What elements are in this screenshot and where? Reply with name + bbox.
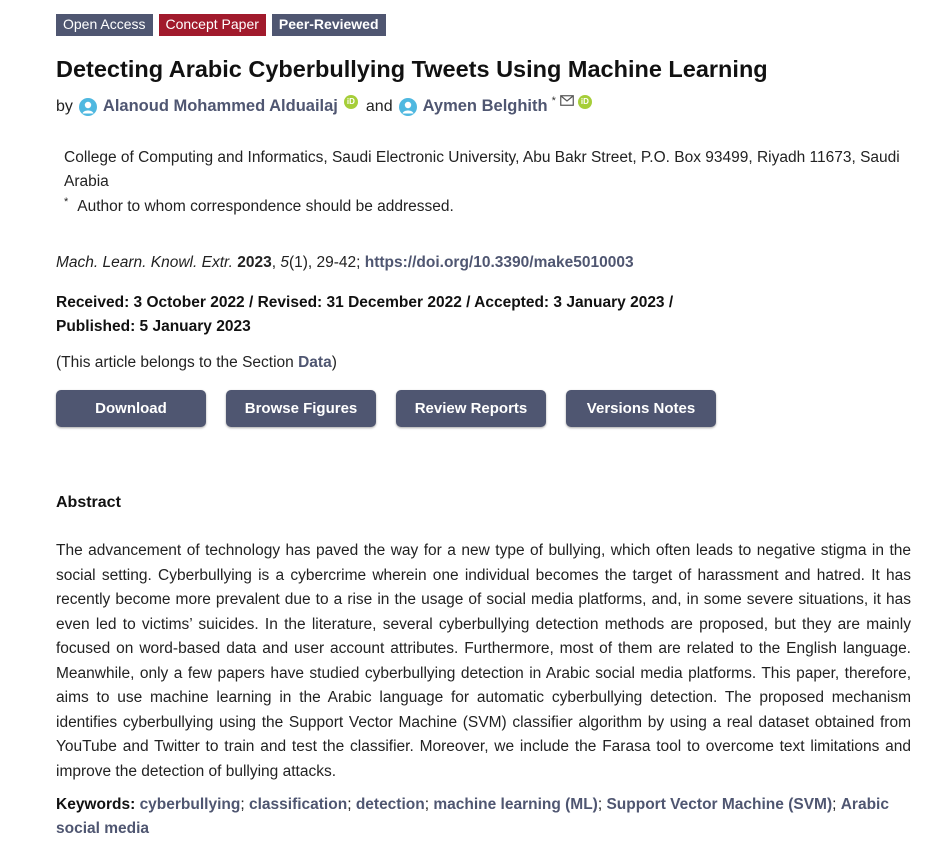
section-suffix: ) (331, 354, 337, 371)
abstract-heading: Abstract (56, 494, 121, 511)
citation-year: 2023 (237, 254, 272, 271)
badge-row (56, 14, 386, 36)
mail-icon[interactable] (560, 93, 574, 111)
citation-line: Mach. Learn. Knowl. Extr. 2023, 5(1), 29-42; https://doi.org/10.3390/make5010003 (56, 254, 634, 271)
browse-figures-button[interactable]: Browse Figures (226, 390, 376, 427)
section-note (56, 354, 337, 372)
journal-abbrev: Mach. Learn. Knowl. Extr. (56, 254, 233, 271)
abstract-text: The advancement of technology has paved the way for a new type of bullying, which often leads to negative stigma in the social setting. Cyberbullying is a cybercrime wherein one individual becomes the target of harassment and hatred. It has recently become more prevalent due to a rise in the usage of social media platforms, and, in some severe situations, it has even led to victims’ suicides. In the literature, several cyberbullying detection methods are proposed, but they are mainly focused on word-based data and user account attributes. Furthermore, most of them are related to the English language. Meanwhile, only a few papers have studied cyberbullying detection in Arabic social media platforms. This paper, therefore, aims to use machine learning in the Arabic language for automatic cyberbullying detection. The proposed mechanism identifies cyberbullying using the Support Vector Machine (SVM) classifier algorithm by using a real dataset obtained from YouTube and Twitter to train and test the classifier. Moreover, we include the Farasa tool to overcome text limitations and improve the detection of bullying attacks. (56, 542, 911, 780)
correspondence-text: Author to whom correspondence should be addressed. (77, 198, 454, 215)
keyword-link[interactable]: classification (248, 796, 348, 813)
and-label: and (365, 97, 393, 115)
orcid-icon[interactable]: iD (578, 95, 592, 109)
citation-volume: 5 (280, 254, 289, 271)
citation-issue-pages: (1), 29-42; (288, 254, 361, 271)
versions-notes-button[interactable]: Versions Notes (566, 390, 716, 427)
keyword-separator: ; (347, 796, 352, 813)
open-access-badge[interactable]: Open Access (56, 14, 153, 36)
keyword-link[interactable]: Arabic social media (56, 796, 889, 837)
keyword-separator: ; (424, 796, 430, 813)
concept-paper-badge[interactable]: Concept Paper (159, 14, 266, 36)
section-link[interactable]: Data (298, 354, 332, 371)
by-label: by (56, 97, 73, 115)
person-icon[interactable] (79, 98, 97, 116)
download-button[interactable]: Download (56, 390, 206, 427)
affiliation: College of Computing and Informatics, Saudi Electronic University, Abu Bakr Street, P.O. Box 93499, Riyadh 11673, Saudi Arabia (64, 149, 900, 190)
keyword-link[interactable]: machine learning (ML) (433, 796, 598, 813)
section-prefix: (This article belongs to the Section (56, 354, 299, 371)
keyword-link[interactable]: Support Vector Machine (SVM) (606, 796, 833, 813)
doi-link[interactable]: https://doi.org/10.3390/make5010003 (364, 254, 634, 271)
keywords-block (56, 793, 911, 841)
author-link-2[interactable]: Aymen Belghith (422, 97, 548, 115)
dates-line-2: Published: 5 January 2023 (56, 318, 251, 335)
action-buttons (56, 390, 716, 427)
dates-line-1: Received: 3 October 2022 / Revised: 31 December 2022 / Accepted: 3 January 2023 / (56, 294, 674, 311)
peer-reviewed-badge[interactable]: Peer-Reviewed (272, 14, 386, 36)
keyword-link[interactable]: detection (355, 796, 425, 813)
keyword-separator: ; (597, 796, 603, 813)
corresponding-star: * (551, 94, 556, 107)
orcid-icon[interactable]: iD (344, 95, 358, 109)
author-line (56, 94, 592, 116)
correspondence-star: * (64, 196, 69, 208)
keyword-separator: ; (832, 796, 837, 813)
keyword-separator: ; (240, 796, 245, 813)
person-icon[interactable] (399, 98, 417, 116)
author-link-1[interactable]: Alanoud Mohammed Alduailaj (102, 97, 338, 115)
article-title: Detecting Arabic Cyberbullying Tweets Using Machine Learning (56, 56, 768, 82)
keyword-link[interactable]: cyberbullying (139, 796, 241, 813)
correspondence-note (64, 198, 454, 216)
review-reports-button[interactable]: Review Reports (396, 390, 546, 427)
keywords-label: Keywords: (56, 796, 136, 813)
publication-dates (56, 291, 756, 339)
